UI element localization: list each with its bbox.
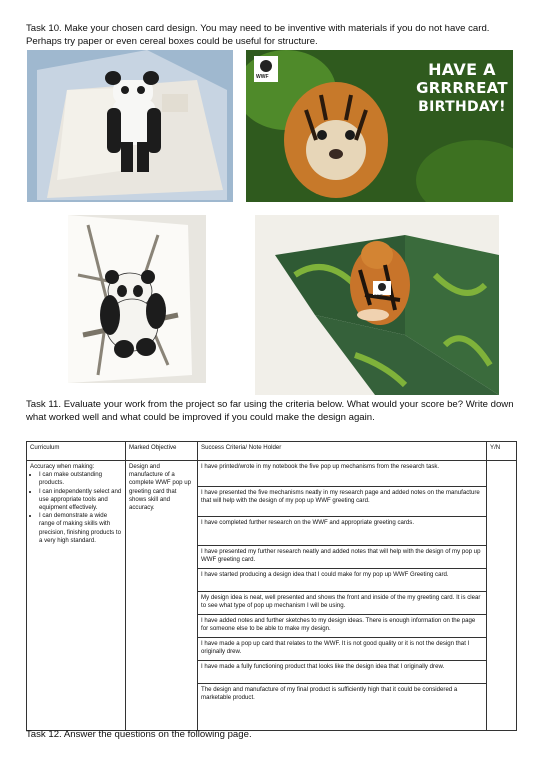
curriculum-intro: Accuracy when making:	[30, 463, 95, 470]
tiger-popup-card-photo	[255, 215, 499, 395]
criteria-item: I have made a pop up card that relates to the WWF. It is not good quality or it is not the design that I originally drew.	[198, 638, 486, 661]
curriculum-point: • I can demonstrate a wide range of making skills with precision, finishing products to a very high standard.	[39, 512, 122, 545]
criteria-item: I have printed/wrote in my notebook the five pop up mechanisms from the research task.	[198, 461, 486, 487]
greeting-line-2: GRRRREAT	[416, 79, 508, 97]
header-success-criteria: Success Criteria/ Note Holder	[198, 442, 487, 461]
birthday-greeting	[414, 60, 510, 117]
header-yes-no: Y/N	[487, 442, 517, 461]
criteria-item: I have completed further research on the WWF and appropriate greeting cards.	[198, 517, 486, 546]
criteria-item: My design idea is neat, well presented and shows the front and inside of the my greeting card. It is clear to see what type of pop up mechanism I will be using.	[198, 592, 486, 615]
header-marked-objective: Marked Objective	[126, 442, 198, 461]
task-12-text	[26, 728, 516, 741]
panda-drawing-photo	[68, 215, 206, 383]
criteria-item: The design and manufacture of my final product is sufficiently high that it could be considered a marketable product.	[201, 686, 458, 702]
table-body-row	[27, 461, 517, 731]
wwf-logo-text: WWF	[256, 74, 269, 80]
criteria-item: I have presented the five mechanisms neatly in my research page and added notes on the manufacture that will help with the design of my pop up WWF greeting card.	[198, 487, 486, 517]
task-12-label: Task 12.	[26, 729, 62, 740]
task-12-instructions: Answer the questions on the following page.	[63, 729, 252, 740]
criteria-item: I have presented my further research neatly and added notes that will help with the design of my pop up WWF greeting card.	[198, 546, 486, 569]
panda-popup-card-photo	[27, 50, 233, 202]
marked-objective-cell: Design and manufacture of a complete WWF pop up greeting card that shows skill and accuracy.	[126, 461, 198, 731]
task-11-text	[26, 398, 516, 424]
criteria-item: I have started producing a design idea that I could make for my pop up WWF Greeting card.	[198, 569, 486, 592]
task-10-text	[26, 22, 516, 48]
header-curriculum: Curriculum	[27, 442, 126, 461]
curriculum-point: • I can make outstanding products.	[39, 471, 122, 487]
curriculum-cell	[27, 461, 126, 731]
greeting-line-1: HAVE A	[428, 60, 496, 79]
curriculum-point: • I can independently select and use appropriate tools and equipment effectively.	[39, 488, 122, 513]
curriculum-list	[30, 471, 122, 545]
task-11-label: Task 11.	[26, 399, 62, 410]
criteria-item: I have made a fully functioning product that looks like the design idea that I originally drew.	[198, 661, 486, 684]
greeting-line-3: BIRTHDAY!	[418, 99, 506, 115]
success-criteria-cell	[198, 461, 487, 731]
evaluation-table	[26, 441, 517, 731]
task-11-instructions: Evaluate your work from the project so far using the criteria below. What would your score be? Write down what worked well and what could be improved if you could make the design again.	[26, 399, 514, 423]
task-10-label: Task 10.	[26, 23, 62, 34]
yes-no-cell[interactable]	[487, 461, 517, 731]
wwf-tag-text: WWF	[374, 294, 383, 298]
task-10-instructions: Make your chosen card design. You may need to be inventive with materials if you do not have card. Perhaps try paper or even cereal boxes could be useful for structure.	[26, 23, 490, 47]
criteria-item: I have added notes and further sketches to my design ideas. There is enough information on the page for someone else to be able to make my design.	[198, 615, 486, 638]
table-header-row	[27, 442, 517, 461]
tiger-birthday-card-photo	[246, 50, 513, 202]
